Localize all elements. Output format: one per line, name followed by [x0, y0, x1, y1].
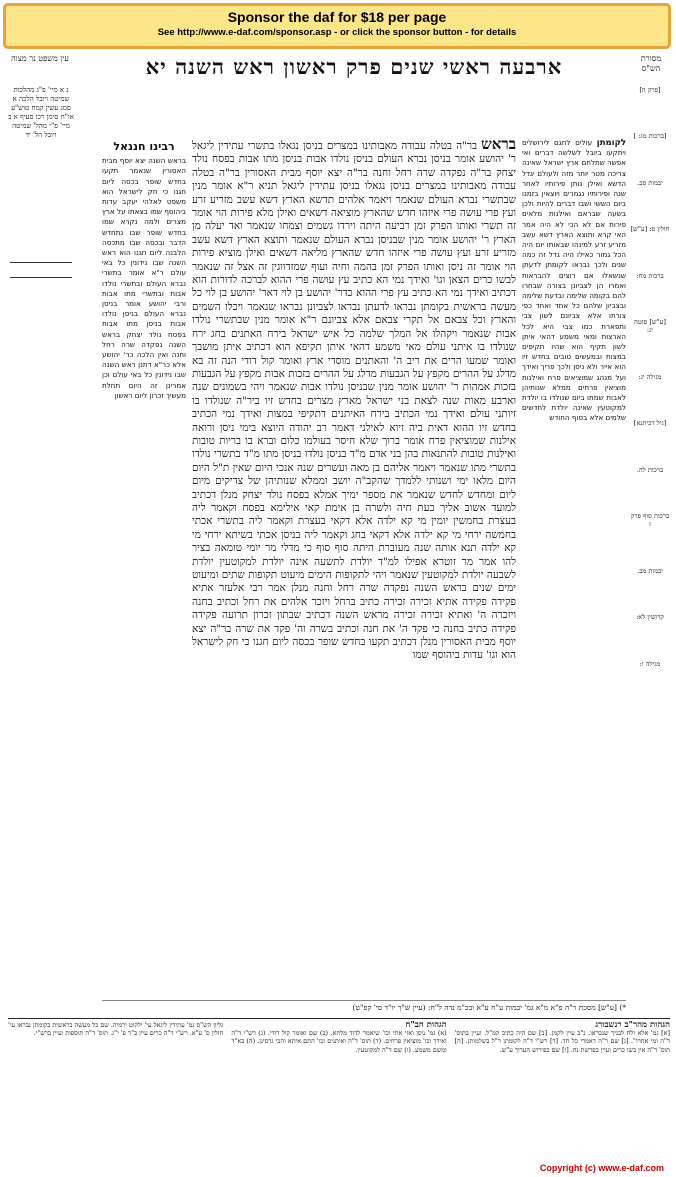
margin-note: יבמות מב.	[637, 566, 663, 575]
running-head-text: ארבעה ראשי שנים פרק ראשון ראש השנה	[175, 54, 563, 79]
rabbeinu-chananel	[102, 138, 186, 1028]
margin-note: מגילה יג:	[638, 372, 662, 381]
gemara-text	[192, 138, 516, 1028]
bach-text: (א) גמ' ניסן ואזי אתי וכו' שיאמר לדוד מלתא. (ב) שם ואומר קול דודי. (ג) רש"י ד"ה ואידך וכו' מוציאין פרחים. (ד) תוס' ד"ה ואיתנים וכו' התם איתא והכי גרסינן. (ה) בא"ד ומשם משמע. (ו) שם ד"ה למקוטעין.	[231, 1029, 447, 1054]
rashi-commentary	[522, 138, 626, 1028]
bottom-col-bach	[231, 1021, 446, 1054]
talmud-page	[8, 52, 670, 1160]
rashi-text: עולים לחגם לירושלים ויתקעו ביובל לשלשה דברים ואי אפשר שתלחם ארץ ישראל שאינה צריכה מטר יותר מזה ולעולם יגדל הדשא ואילן נותן פירותיו לאחר שנה ופירותיו נגמרים ויוצאין בזמנו ביום הששי ושבו דברים להיות ולכן בשעה שבראם ואילנות מלאים פירות אם לא הכי לא היה אמר האי קרא ותוצא הארץ דשא עשב מזריע זרע למינהו שבאותו יום היה הכל גמור כאילו היה גדל זה כמה שנים ולכך נבראו לקומתן לדעתן שנשאלו אם רוצים להבראות ואמרו הן לצביונן בצורה שבחרו להם בקומה שלימה ובדעת שלימה ובצביון שלהם כל אחד ואחד כפי צורתו אלא צביונם לשון צבי ותפארת כמו צבי היא לכל הארצות ומאי משמע דהאי איתן לשון תקיף הוא שהיו תקיפים במצות ובמעשים טובים בחדש זיו הוא אייר ולא ניסן ולכך פריך ואידך ועל מנהג שמוציאים פרח ואילנות מוציאין פרחים ממלא שנותיהן לאבות שמתו ביום שנולדו בו יולדת למקוטעין שאינה יולדת לחדשים שלמים אלא בסוף החודש	[522, 138, 626, 423]
bottom-col-gilyon	[8, 1021, 223, 1054]
bottom-col-ranschburg	[455, 1021, 670, 1054]
page-number: יא	[145, 54, 167, 79]
margin-note: מגילה ו:	[639, 659, 661, 668]
page-header	[8, 52, 670, 82]
rabbeinu-chananel-text: בראש השנה יצא יוסף מבית האסורין שנאמר תקעו בחדש שופר בכסה ליום חגנו כי חק לישראל הוא משפט לאלהי יעקב עדות ביהוסף שמו בצאתו על ארץ מצרים ולמה נקרא שמו בחדש שופר שבו נתחדש הדבר ובכסה שבו מתכסה הלבנה ליום חגנו הוא ראש השנה שבו נידונין כל באי עולם ר"א אומר בתשרי נברא העולם ובתשרי נולדו אבות ובתשרי מתו אבות ורבי יהושע אומר בניסן נברא העולם בניסן נולדו אבות בניסן מתו אבות בפסח נולד יצחק בראש השנה נפקדה שרה רחל וחנה ואין הלכה כר' יהושע אלא כר"א דתנן ראש השנה שבו נידונין כל באי עולם וכן אמרינן זה היום תחלת מעשיך זכרון ליום ראשון	[102, 156, 186, 400]
margin-note: [פרק ה]	[639, 86, 661, 94]
margin-note: ברכות מח:	[636, 271, 664, 280]
ein-mishpat-label: עין משפט נר מצוה	[11, 54, 69, 63]
margin-note: יבמות סב.	[637, 178, 663, 187]
ornament-divider	[10, 262, 72, 278]
margin-note: [ברכות מג: ]	[633, 132, 667, 141]
ein-mishpat-column	[8, 86, 74, 1026]
rashi-dibur-hamatchil: לקומתן	[596, 138, 626, 148]
copyright-link[interactable]: Copyright (c) www.e-daf.com	[539, 1163, 664, 1173]
margin-note: ברכות סוף פרק ז	[630, 512, 670, 529]
banner-title: Sponsor the daf for $18 per page	[227, 9, 447, 25]
footnote: *) [ע"ש] מסכת ר"ה פ"א מ"א גמ' יבמות ע"ח ע"א ובכ"מ נדה ל"ח: (עיין ש"ך יו"ד סי' קפ"ט)	[102, 1000, 626, 1012]
main-text-area	[102, 138, 626, 1028]
masoret-hashas-label: מסורת הש"ס	[640, 54, 662, 73]
rabbeinu-chananel-title: רבינו חננאל	[113, 140, 175, 153]
sponsor-banner[interactable]	[3, 3, 671, 49]
margin-note: חולין ס: [ע"ש]	[630, 225, 670, 234]
banner-subtitle: See http://www.e-daf.com/sponsor.asp - or click the sponsor button - for details	[157, 27, 517, 38]
gemara-opening-word: בראש	[481, 138, 516, 153]
gemara-body: בר"ה בטלה עבודה מאבותינו במצרים בניסן נגאלו בתשרי עתידין ליגאל ר' יהושע אומר בניסן נברא העולם בניסן נולדו אבות בניסן מתו אבות בפסח נולד יצחק בר"ה נפקדה שרה רחל וחנה בר"ה יצא יוסף מבית האסורין בר"ה בטלה עבודה מאבותינו במצרים בניסן נגאלו בניסן עתידין ליגאל תניא ר"א אומר מנין שבתשרי נברא העולם שנאמר ויאמר אלהים תדשא הארץ דשא עשב מזריע זרע ועץ פרי עושה פרי איזהו חדש שהארץ מוציאה דשאים ואילן מלא פירות הוי אומר זה תשרי ואותו הפרק זמן רביעה היתה וירדו גשמים וצמחו שנאמר ואד יעלה מן הארץ ר' יהושע אומר מנין שבניסן נברא העולם שנאמר ותוצא הארץ דשא עשב מזריע זרע ועץ עושה פרי איזהו חדש שהארץ מליאה דשאים ואילן מוציא פירות הוי אומר זה ניסן ואותו הפרק זמן בהמה וחיה ועוף שמזדווגין זה אצל זה שנאמר לבשו כרים הצאן וגו' ואידך נמי הא כתיב עץ עושה פרי ההוא לברכה לדורות הוא דכתיב ואידך נמי הא כתיב עץ פרי ההוא כדר' יהושע בן לוי דאר' יהושע בן לוי כל מעשה בראשית בקומתן נבראו לדעתן נבראו לצביונן נבראו שנאמר ויכלו השמים והארץ וכל צבאם אל תקרי צבאם אלא צביונם ר"א אומר מנין שבתשרי נולדו אבות שנאמר ויקהלו אל המלך שלמה כל איש ישראל בירח האתנים בחג ירח שנולדו בו איתני עולם מאי משמע דהאי איתן תקיפא הוא דכתיב איתן מושבך ואומר שמעו הרים את ריב ה' והאתנים מוסדי ארץ ואומר קול דודי הנה זה בא מדלג על ההרים מקפץ על הגבעות מדלג על ההרים בזכות אבות מקפץ על הגבעות בזכות אמהות ר' יהושע אומר מנין שבניסן נולדו אבות שנאמר ויהי בשמונים שנה וארבע מאות שנה לצאת בני ישראל מארץ מצרים בחדש זיו ביר"ה שנולדו בו זיותני עולם ואידך נמי הכתיב בירח האיתנים דתקיפי במצות ואידך נמי הכתיב בחדש זיו ההוא דאית ביה זיוא לאילני דאמר רב יהודה היוצא בימי ניסן ורואה אילנות שמוציאין פרח אומר ברוך שלא חיסר בעולמו כלום וברא בו בריות טובות ואילנות טובות להתנאות בהן בני אדם מ"ד בניסן נולדו בניסן מתו מ"ד בתשרי נולדו בתשרי מתו שנאמר ויאמר אליהם בן מאה ועשרים שנה אנכי היום שאין ת"ל היום היום מלאו ימי ושנותי ללמדך שהקב"ה יושב וממלא שנותיהן של צדיקים מיום ליום ומחדש לחדש שנאמר את מספר ימיך אמלא בפסח נולד יצחק מנלן דכתיב למועד אשוב אליך כעת חיה ולשרה בן אימת קאי אילימא בפסח וקאמר ליה בעצרת בחמשין יומין מי קא ילדה אלא דקאי בעצרת וקאמר ליה בתשרי אכתי בחמשה ירחי מי קא ילדה אלא דקאי בחג וקאמר ליה בניסן אכתי בשיתא ירחי מי קא ילדה תנא אותה שנה מעוברת היתה סוף סוף כי מדלי מר יומי טומאה בציר להו אמר מר זוטרא אפילו למ"ד יולדת לתשעה אינה יולדת למקוטעין יולדת לשבעה יולדת למקוטעין שנאמר ויהי לתקופות הימים מיעוט תקופות שתים ומיעוט ימים שנים בראש השנה נפקדה שרה רחל וחנה מנלן אמר רבי אלעזר אתיא פקידה פקידה אתיא זכירה זכירה כתיב ברחל ויזכר אלהים את רחל וכתיב בחנה ויזכרה ה' ואתיא זכירה זכירה מראש השנה דכתיב שבתון זכרון תרועה פקידה פקידה כתיב בחנה כי פקד ה' את חנה וכתיב בשרה וה' פקד את שרה בר"ה יצא יוסף מבית האסורין מנלן דכתיב תקעו בחדש שופר בכסה ליום חגנו כי חק לישראל הוא וגו' עדות ביהוסף שמו	[192, 140, 516, 662]
margin-note: ברכות לה.	[636, 465, 664, 474]
ranschburg-heading: הגהות מהר"ב רנשבורג	[595, 1020, 670, 1030]
running-head	[88, 54, 620, 80]
bottom-glosses	[8, 1018, 670, 1151]
margin-note: קדושין לא:	[636, 613, 664, 622]
margin-note: [ע"ש] סוטה יג:	[634, 318, 666, 335]
ranschburg-text: [א] גמ' אלא ולח לבניך שנבראו. נ"ב עיין לקמן. [ב] שם היה כתיב קמ"ל. ועיין בתוס' ד"ה ומי אחרו". [ג] שם ר"ה דאמרי כל חד. [ד] רש"י ד"ה לקומתן ר"ל בשלמותן. [ה] תוס' ד"ה אין בשו כרים ועיין בפרשת נח. [ו] שם בפירוש הערוך ע"ש.	[454, 1029, 670, 1054]
margin-note: [גיל דכיתנא]	[633, 419, 667, 428]
bottom-columns	[8, 1021, 670, 1054]
gilyon-text: גליון הש"ס גמ' עתידין ליגאל עי' ילקוט ירמיה. שם כל מעשה בראשית בקומתן נבראו עי' חולין ס' ע"א. רש"י ד"ה כרים עיין ב"ר פ' י"ג. תוס' ד"ה תוספות ועיין ברש"י.	[8, 1021, 224, 1038]
ein-mishpat-text: נ א מיי' פ"ג מהלכות שמיטה ויובל הלכה א סמג עשין קמח טוש"ע או"ח סימן רכו סעיף א ב מיי' פ"י מהל' שמיטה ויובל הל' יד	[8, 86, 74, 139]
margin-references	[630, 86, 670, 1026]
bach-heading: הגהות הב"ח	[405, 1020, 447, 1030]
